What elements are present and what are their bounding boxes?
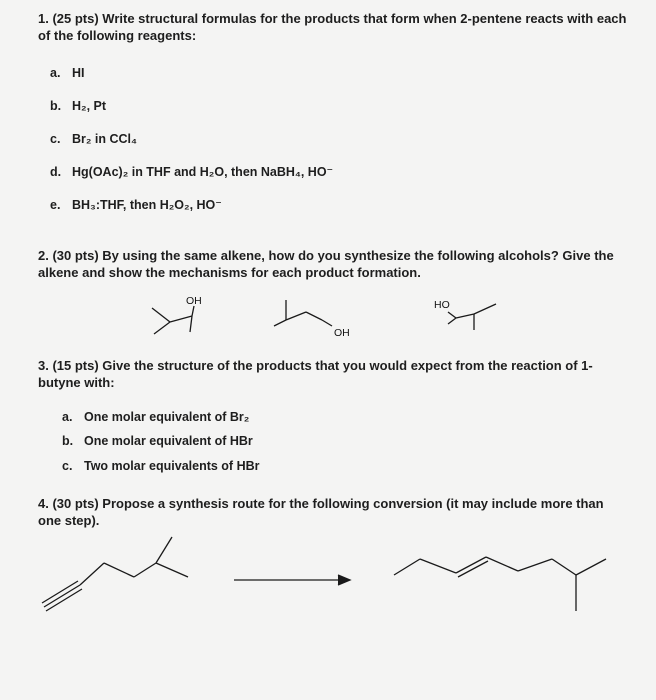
q1-item-d <box>50 164 333 179</box>
q1-item-b-label: b. <box>50 99 62 113</box>
alcohol-1-oh-label: OH <box>186 295 202 307</box>
q2-title: 2. (30 pts) By using the same alkene, how do you synthesize the following alcohols? Give the alkene and show the mechanisms for each product formation. <box>38 248 614 280</box>
q1-item-e-label: e. <box>50 198 61 212</box>
q3-item-a-label: a. <box>62 410 73 424</box>
q3-item-b-label: b. <box>62 434 74 448</box>
q3-item-c <box>62 459 260 473</box>
q1-item-e <box>50 197 222 212</box>
q3-item-a <box>62 410 249 424</box>
q1-item-d-label: d. <box>50 165 62 179</box>
q3-item-b-text: One molar equivalent of HBr <box>84 434 253 448</box>
alcohol-2-oh-label: OH <box>334 327 350 339</box>
alcohol-structure-2 <box>262 292 372 342</box>
starting-material-structure <box>38 535 208 615</box>
q1-item-e-text: BH₃:THF, then H₂O₂, HO⁻ <box>72 198 222 212</box>
q3-title: 3. (15 pts) Give the structure of the products that you would expect from the reaction of 1-butyne with: <box>38 358 593 390</box>
q3-item-c-text: Two molar equivalents of HBr <box>84 459 260 473</box>
q1-item-c-text: Br₂ in CCl₄ <box>72 132 137 146</box>
q1-title: 1. (25 pts) Write structural formulas for the products that form when 2-pentene reacts with each of the following reagents: <box>38 11 627 43</box>
q4-title: 4. (30 pts) Propose a synthesis route for the following conversion (it may include more than one step). <box>38 496 604 528</box>
q1-item-b <box>50 99 106 113</box>
q1-item-c-label: c. <box>50 132 61 146</box>
q1-item-a-label: a. <box>50 66 61 80</box>
alcohol-structure-3 <box>430 290 510 342</box>
q1-item-d-text: Hg(OAc)₂ in THF and H₂O, then NaBH₄, HO⁻ <box>72 165 334 179</box>
q3-item-b <box>62 434 253 448</box>
q1-item-b-text: H₂, Pt <box>72 99 107 113</box>
reaction-arrow-icon <box>230 570 360 590</box>
alcohol-structure-1 <box>140 292 220 342</box>
q1-item-a <box>50 66 85 80</box>
alcohol-3-ho-label: HO <box>434 299 450 311</box>
q1-item-c <box>50 132 137 146</box>
product-structure <box>390 545 620 625</box>
q1-item-a-text: HI <box>72 66 85 80</box>
q3-item-c-label: c. <box>62 459 73 473</box>
q3-item-a-text: One molar equivalent of Br₂ <box>84 410 250 424</box>
